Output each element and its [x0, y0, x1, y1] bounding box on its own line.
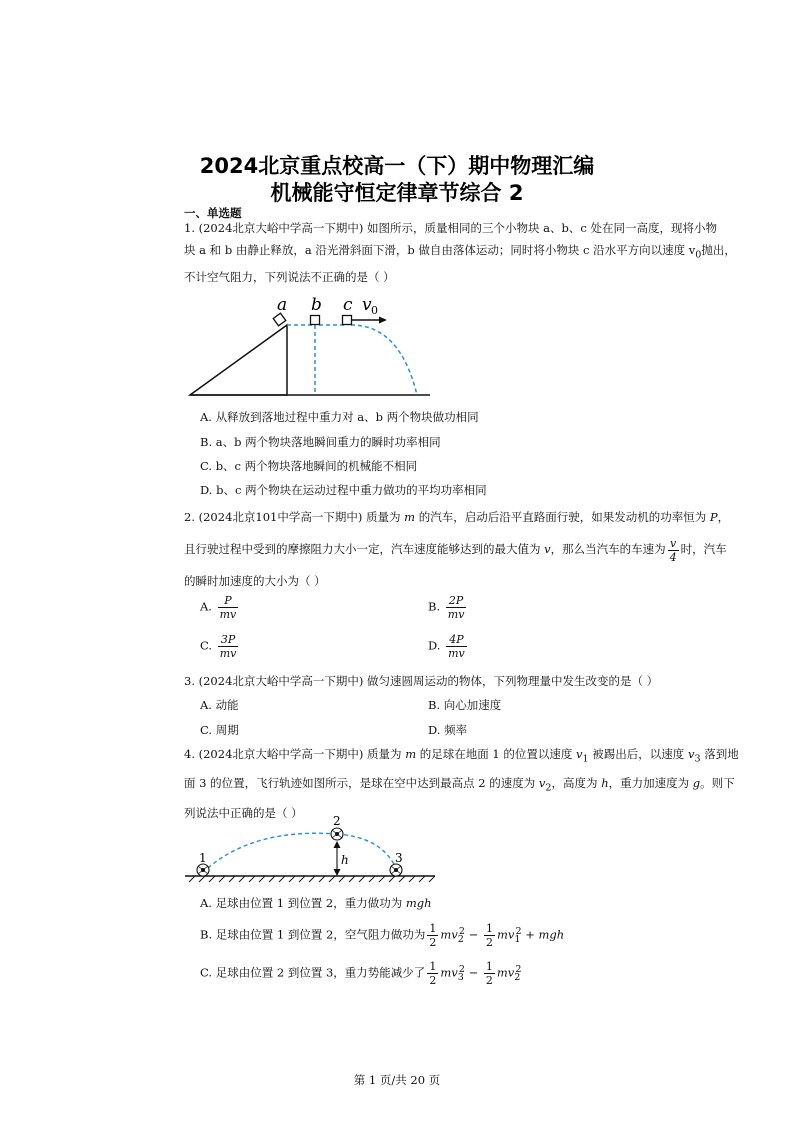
speed-fraction: $\frac{v}{4}$: [669, 536, 677, 564]
section-heading: 一、单选题: [184, 206, 242, 220]
trajectory-rising: [208, 833, 337, 868]
block-b: [311, 316, 320, 325]
height-arrow-down: [334, 869, 341, 876]
question-4-figure: [185, 812, 435, 884]
question-2-line1: 2. (2024北京101中学高一下期中) 质量为 m 的汽车，启动后沿平直路面行驶，如果发动机的功率恒为 P，: [184, 510, 730, 524]
q1-option-d[interactable]: D. b、c 两个物块在运动过程中重力做功的平均功率相同: [200, 483, 487, 497]
q3-option-d[interactable]: D. 频率: [428, 723, 468, 737]
q1-option-a[interactable]: A. 从释放到落地过程中重力对 a、b 两个物块做功相同: [200, 410, 479, 424]
document-title-line2: 机械能守恒定律章节综合 2: [270, 181, 524, 205]
q3-option-a[interactable]: A. 动能: [200, 698, 239, 712]
q3-option-c[interactable]: C. 周期: [200, 723, 239, 737]
question-2-line3: 的瞬时加速度的大小为（ ）: [184, 573, 326, 588]
question-3-text: 3. (2024北京大峪中学高一下期中) 做匀速圆周运动的物体，下列物理量中发生改变的是（ ）: [184, 674, 659, 688]
question-1-line3: 不计空气阻力，下列说法不正确的是（ ）: [184, 270, 395, 285]
label-a: a: [277, 295, 288, 315]
position-label-3: 3: [395, 851, 403, 865]
q2-option-b[interactable]: B. $\frac{2P}{mv}$: [428, 594, 465, 621]
position-label-2: 2: [333, 814, 341, 828]
question-4-line2: 面 3 的位置，飞行轨迹如图所示，是球在空中达到最高点 2 的速度为 $v_2$，高度为 h，重力加速度为 g。则下: [184, 776, 735, 794]
question-1-line2: 块 a 和 b 由静止释放，a 沿光滑斜面下滑，b 做自由落体运动；同时将小物块 c 沿水平方向以速度 $v_0$抛出，: [184, 243, 736, 261]
question-1-text: [184, 217, 784, 288]
question-1-line1: 1. (2024北京大峪中学高一下期中) 如图所示，质量相同的三个小物块 a、b、c 处在同一高度，现将小物: [184, 221, 717, 235]
height-arrow-up: [334, 841, 341, 848]
question-4-line1: 4. (2024北京大峪中学高一下期中) 质量为 m 的足球在地面 1 的位置以速度 $v_1$ 被踢出后，以速度 $v_3$ 落到地: [184, 747, 739, 765]
block-a: [273, 313, 286, 326]
height-label-h: h: [341, 853, 349, 867]
label-b: b: [311, 295, 322, 315]
label-v: v: [362, 295, 372, 315]
position-label-1: 1: [199, 851, 207, 865]
q2-option-c[interactable]: C. $\frac{3P}{mv}$: [200, 633, 237, 660]
incline-triangle: [190, 325, 287, 395]
label-v-sub: 0: [371, 304, 378, 317]
velocity-arrowhead: [379, 317, 387, 324]
document-title-line1: 2024北京重点校高一（下）期中物理汇编: [199, 154, 595, 178]
q1-option-c[interactable]: C. b、c 两个物块落地瞬间的机械能不相同: [200, 459, 418, 473]
ball-1: [197, 864, 209, 876]
question-1-figure: [185, 293, 435, 398]
q4-option-c[interactable]: C. 足球由位置 2 到位置 3，重力势能减少了 $\frac{1}{2}$ $mv_3^2$ − $\frac{1}{2}$ $mv_2^2$: [200, 960, 522, 987]
q4-option-a[interactable]: A. 足球由位置 1 到位置 2，重力做功为 mgh: [200, 896, 432, 910]
question-4-line3: 列说法中正确的是（ ）: [184, 805, 303, 820]
projectile-path: [351, 325, 417, 395]
q4-option-b[interactable]: B. 足球由位置 1 到位置 2，空气阻力做功为 $\frac{1}{2}$ $mv_2^2$ − $\frac{1}{2}$ $mv_1^2$ + mgh: [200, 922, 565, 949]
q2-option-d[interactable]: D. $\frac{4P}{mv}$: [428, 633, 465, 660]
question-2-text: [184, 504, 784, 594]
ball-3: [390, 864, 402, 876]
question-2-line2: 且行驶过程中受到的摩擦阻力大小一定，汽车速度能够达到的最大值为 v，那么当汽车的车速为 $\frac{v}{4}$ 时，汽车: [184, 536, 727, 564]
q2-option-a[interactable]: A. $\frac{P}{mv}$: [200, 594, 237, 621]
q3-option-b[interactable]: B. 向心加速度: [428, 698, 502, 712]
block-c: [343, 316, 352, 325]
q1-option-b[interactable]: B. a、b 两个物块落地瞬间重力的瞬时功率相同: [200, 435, 441, 449]
ball-2: [331, 828, 343, 840]
ground-hatching: [189, 876, 435, 882]
label-c: c: [343, 295, 353, 315]
page-number: 第 1 页/共 20 页: [353, 1073, 441, 1087]
